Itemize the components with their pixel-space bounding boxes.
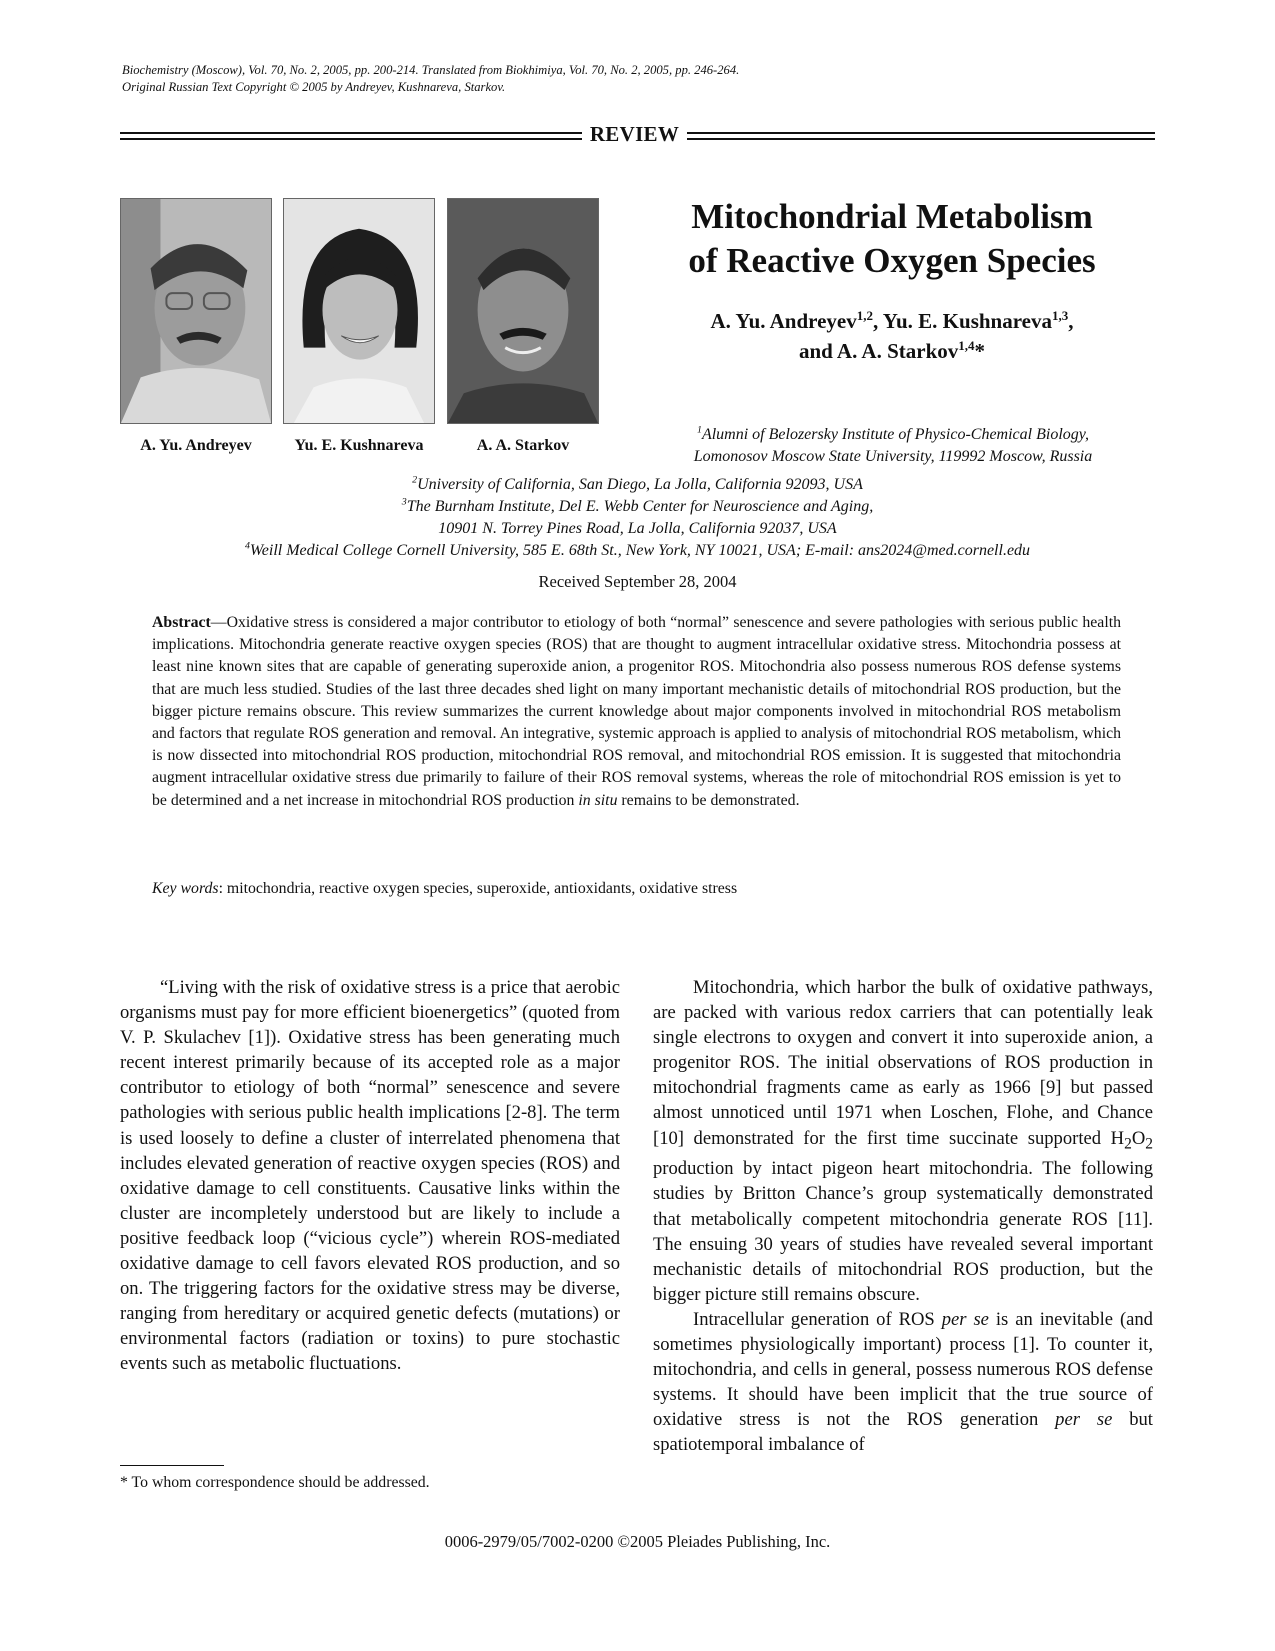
title-line-2: of Reactive Oxygen Species (688, 241, 1096, 280)
author-2: , Yu. E. Kushnareva (873, 309, 1052, 333)
rule-left (120, 132, 582, 140)
corresponding-mark: * (974, 339, 986, 363)
body-paragraph (653, 1307, 1153, 1458)
author-1-affil: 1,2 (856, 308, 874, 323)
keywords-text: : mitochondria, reactive oxygen species, superoxide, antioxidants, oxidative stress (218, 880, 738, 897)
rule-right (687, 132, 1155, 140)
author-2-end: , (1068, 309, 1074, 333)
affiliation-1-line-2: Lomonosov Moscow State University, 119992 Moscow, Russia (693, 448, 1093, 465)
affiliation-3 (120, 496, 1155, 518)
subscript: 2 (1124, 1135, 1132, 1153)
italic-text: per se (1055, 1409, 1113, 1431)
affiliation-3-text: The Burnham Institute, Del E. Webb Center for Neuroscience and Aging, (406, 498, 874, 515)
paragraph-text: but spatiotemporal imbalance of (653, 1409, 1153, 1456)
author-1: A. Yu. Andreyev (710, 309, 857, 333)
affiliation-2-text: University of California, San Diego, La Jolla, California 92093, USA (417, 476, 863, 493)
author-photo-kushnareva (283, 198, 435, 424)
abstract-italic: in situ (578, 791, 618, 809)
affiliation-1-line-1 (632, 424, 1154, 446)
author-photo-andreyev (120, 198, 272, 424)
body-column-left (120, 975, 620, 1377)
affiliation-2 (120, 474, 1155, 496)
affiliation-1-num: 1 (697, 424, 702, 436)
keywords-label: Key words (152, 880, 219, 897)
title-line-1: Mitochondrial Metabolism (691, 197, 1093, 236)
author-3-affil: 1,4 (958, 338, 975, 353)
paragraph-text: production by intact pigeon heart mitochondria. The following studies by Britton Chance’s group systematically demonstrated that metabolically competent mitochondria generate ROS [11]. The ensuing 30 years of studies have revealed several important mechanistic details of mitochondrial ROS production, but the bigger picture still remains obscure. (653, 1158, 1153, 1305)
paragraph-text: Mitochondria, which harbor the bulk of oxidative pathways, are packed with various redox carriers that can potentially leak single electrons to oxygen and convert it into superoxide anion, a progenitor ROS. The initial observations of ROS production in mitochondrial fragments came as early as 1966 [9] but passed almost unnoticed until 1971 when Loschen, Flohe, and Chance [10] demonstrated for the first time succinate supported H (653, 977, 1153, 1149)
affiliations (120, 474, 1155, 562)
author-photo-starkov (447, 198, 599, 424)
affiliation-4-num: 4 (244, 540, 250, 552)
photo-caption-2: Yu. E. Kushnareva (294, 437, 424, 454)
abstract (152, 612, 1121, 812)
section-label: REVIEW (589, 122, 680, 146)
affiliation-4 (120, 540, 1155, 562)
author-2-affil: 1,3 (1051, 308, 1069, 323)
affiliation-3-num: 3 (401, 496, 407, 508)
paper-title (632, 195, 1152, 283)
section-rule (120, 124, 1155, 148)
affiliation-4-text: Weill Medical College Cornell University, 585 E. 68th St., New York, NY 10021, USA; E-mail: ans2024@med.cornell.edu (249, 542, 1031, 559)
body-column-right (653, 975, 1153, 1458)
formula-text: O (1131, 1127, 1146, 1149)
body-paragraph: “Living with the risk of oxidative stress is a price that aerobic organisms must pay for more efficient bioenergetics” (quoted from V. P. Skulachev [1]). Oxidative stress has been generating much recent interest primarily because of its accepted role as a major contributor to etiology of both “normal” senescence and severe pathologies with serious public health implications [2-8]. The term is used loosely to define a cluster of interrelated phenomena that includes elevated generation of reactive oxygen species (ROS) and oxidative damage to cell constituents. Causative links within the cluster are incompletely understood but are likely to include a positive feedback loop (“vicious cycle”) wherein ROS-mediated oxidative damage to cell favors elevated ROS production, and so on. The triggering factors for the oxidative stress may be diverse, ranging from hereditary or acquired genetic defects (mutations) or environmental factors (radiation or toxins) to pure stochastic events such as metabolic fluctuations. (120, 977, 620, 1375)
footnote: * To whom correspondence should be addressed. (120, 1474, 430, 1491)
affiliation-1-text: Alumni of Belozersky Institute of Physico-Chemical Biology, (701, 426, 1089, 443)
received-date: Received September 28, 2004 (538, 572, 737, 591)
photo-caption-1: A. Yu. Andreyev (140, 437, 252, 454)
abstract-label: Abstract (152, 614, 211, 631)
photo-caption-3: A. A. Starkov (476, 437, 570, 454)
paragraph-text: is an inevitable (and sometimes physiologically important) process [1]. To counter it, mitochondria, and cells in general, possess numerous ROS defense systems. It should have been implicit that the true source of oxidative stress is not the ROS generation (653, 1308, 1153, 1431)
citation-line-2: Original Russian Text Copyright © 2005 by Andreyev, Kushnareva, Starkov. (122, 80, 506, 94)
page-footer: 0006-2979/05/7002-0200 ©2005 Pleiades Publishing, Inc. (444, 1532, 831, 1551)
affiliation-1 (632, 424, 1154, 468)
footnote-rule (120, 1465, 224, 1466)
paragraph-text: Intracellular generation of ROS (693, 1308, 942, 1330)
authors-line-2 (632, 336, 1152, 366)
authors-line-1 (632, 306, 1152, 336)
author-list (632, 306, 1152, 366)
italic-text: per se (941, 1308, 989, 1330)
journal-citation (122, 62, 739, 96)
keywords (152, 880, 1121, 898)
affiliation-2-num: 2 (412, 474, 418, 486)
citation-line-1: Biochemistry (Moscow), Vol. 70, No. 2, 2005, pp. 200-214. Translated from Biokhimiya, Vol. 70, No. 2, 2005, pp. 246-264. (122, 63, 740, 77)
body-paragraph (653, 975, 1153, 1307)
abstract-text-2: remains to be demonstrated. (617, 791, 800, 809)
author-3: and A. A. Starkov (798, 339, 959, 363)
abstract-text-1: —Oxidative stress is considered a major contributor to etiology of both “normal” senescence and severe pathologies with serious public health implications. Mitochondria generate reactive oxygen species (ROS) that are thought to augment intracellular oxidative stress. Mitochondria possess at least nine known sites that are capable of generating superoxide anion, a progenitor ROS. Mitochondria also possess numerous ROS defense systems that are much less studied. Studies of the last three decades shed light on many important mechanistic details of mitochondrial ROS production, but the bigger picture remains obscure. This review summarizes the current knowledge about major components involved in mitochondrial ROS metabolism and factors that regulate ROS generation and removal. An integrative, systemic approach is applied to analysis of mitochondrial ROS metabolism, which is now dissected into mitochondrial ROS production, mitochondrial ROS removal, and mitochondrial ROS emission. It is suggested that mitochondria augment intracellular oxidative stress due primarily to failure of their ROS removal systems, whereas the role of mitochondrial ROS emission is yet to be determined and a net increase in mitochondrial ROS production (152, 614, 1121, 809)
subscript: 2 (1145, 1135, 1153, 1153)
affiliation-3-line-2: 10901 N. Torrey Pines Road, La Jolla, California 92037, USA (438, 520, 837, 537)
